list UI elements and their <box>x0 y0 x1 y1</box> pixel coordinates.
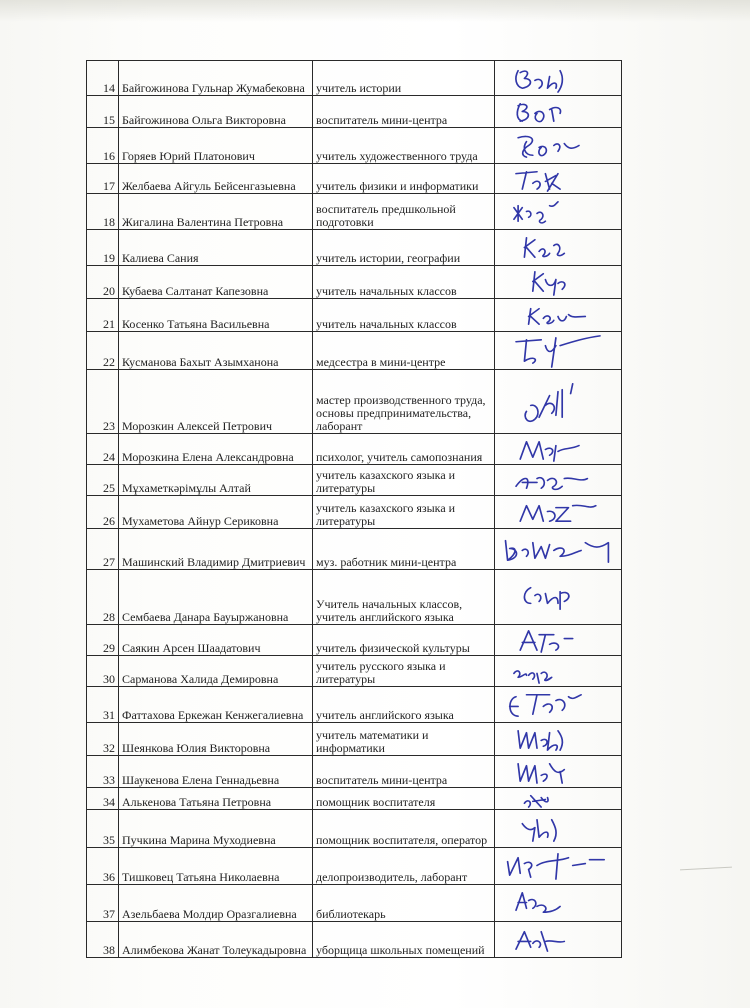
staff-name: Сембаева Данара Бауыржановна <box>119 570 313 625</box>
table-row <box>87 810 622 848</box>
staff-name: Байгожинова Гульнар Жумабековна <box>119 61 313 96</box>
signature-cell <box>495 810 622 848</box>
row-number: 34 <box>87 788 119 810</box>
table-row <box>87 370 622 434</box>
table-row <box>87 625 622 656</box>
row-number: 25 <box>87 465 119 496</box>
staff-position: учитель казахского языка и литературы <box>313 465 495 496</box>
row-number: 30 <box>87 656 119 687</box>
handwritten-signature <box>495 332 621 369</box>
scan-shadow <box>0 0 750 22</box>
staff-position: Учитель начальных классов, учитель английского языка <box>313 570 495 625</box>
handwritten-signature <box>495 434 621 464</box>
table-row <box>87 922 622 958</box>
staff-name: Байгожинова Ольга Викторовна <box>119 96 313 128</box>
staff-position: учитель физики и информатики <box>313 164 495 194</box>
handwritten-signature <box>495 810 621 847</box>
row-number: 21 <box>87 299 119 332</box>
staff-name: Морозкин Алексей Петрович <box>119 370 313 434</box>
row-number: 27 <box>87 529 119 570</box>
handwritten-signature <box>495 723 621 755</box>
handwritten-signature <box>495 61 621 95</box>
staff-position: учитель физической культуры <box>313 625 495 656</box>
handwritten-signature <box>495 194 621 229</box>
staff-name: Саякин Арсен Шаадатович <box>119 625 313 656</box>
staff-position: мастер производственного труда, основы предпринимательства, лаборант <box>313 370 495 434</box>
staff-name: Мухаметова Айнур Сериковна <box>119 496 313 529</box>
table-row <box>87 723 622 756</box>
handwritten-signature <box>495 529 621 569</box>
handwritten-signature <box>495 266 621 298</box>
staff-name: Шеянкова Юлия Викторовна <box>119 723 313 756</box>
table-body <box>87 61 622 958</box>
staff-position: помощник воспитателя <box>313 788 495 810</box>
signature-cell <box>495 194 622 230</box>
staff-position: учитель казахского языка и литературы <box>313 496 495 529</box>
signature-cell <box>495 625 622 656</box>
handwritten-signature <box>495 299 621 331</box>
pen-stroke-margin <box>680 867 732 871</box>
staff-name: Пучкина Марина Муходиевна <box>119 810 313 848</box>
handwritten-signature <box>495 96 621 127</box>
signature-cell <box>495 529 622 570</box>
signature-cell <box>495 848 622 885</box>
table-row <box>87 529 622 570</box>
row-number: 18 <box>87 194 119 230</box>
row-number: 20 <box>87 266 119 299</box>
handwritten-signature <box>495 885 621 921</box>
staff-position: библиотекарь <box>313 885 495 922</box>
staff-name: Алькенова Татьяна Петровна <box>119 788 313 810</box>
staff-position: учитель истории <box>313 61 495 96</box>
table-row <box>87 128 622 164</box>
table-row <box>87 885 622 922</box>
staff-position: учитель начальных классов <box>313 266 495 299</box>
handwritten-signature <box>495 496 621 528</box>
staff-position: учитель начальных классов <box>313 299 495 332</box>
table-row <box>87 496 622 529</box>
table-row <box>87 299 622 332</box>
row-number: 26 <box>87 496 119 529</box>
staff-position: уборщица школьных помещений <box>313 922 495 958</box>
signature-cell <box>495 164 622 194</box>
handwritten-signature <box>495 656 621 686</box>
handwritten-signature <box>495 687 621 722</box>
handwritten-signature <box>495 465 621 495</box>
staff-position: делопроизводитель, лаборант <box>313 848 495 885</box>
staff-name: Морозкина Елена Александровна <box>119 434 313 465</box>
table-row <box>87 656 622 687</box>
signature-cell <box>495 332 622 370</box>
signature-cell <box>495 687 622 723</box>
staff-position: учитель истории, географии <box>313 230 495 266</box>
staff-name: Жигалина Валентина Петровна <box>119 194 313 230</box>
row-number: 33 <box>87 756 119 788</box>
row-number: 37 <box>87 885 119 922</box>
staff-position: учитель художественного труда <box>313 128 495 164</box>
handwritten-signature <box>495 230 621 265</box>
staff-position: воспитатель предшкольной подготовки <box>313 194 495 230</box>
signature-cell <box>495 96 622 128</box>
handwritten-signature <box>495 164 621 193</box>
staff-position: воспитатель мини-центра <box>313 96 495 128</box>
row-number: 23 <box>87 370 119 434</box>
staff-name: Сарманова Халида Демировна <box>119 656 313 687</box>
signature-cell <box>495 61 622 96</box>
signature-cell <box>495 570 622 625</box>
signature-cell <box>495 922 622 958</box>
staff-name: Азельбаева Молдир Оразгалиевна <box>119 885 313 922</box>
staff-name: Кусманова Бахыт Азымханона <box>119 332 313 370</box>
row-number: 38 <box>87 922 119 958</box>
staff-name: Калиева Сания <box>119 230 313 266</box>
staff-name: Горяев Юрий Платонович <box>119 128 313 164</box>
signature-cell <box>495 434 622 465</box>
signature-cell <box>495 756 622 788</box>
row-number: 15 <box>87 96 119 128</box>
staff-position: учитель английского языка <box>313 687 495 723</box>
staff-position: муз. работник мини-центра <box>313 529 495 570</box>
table-row <box>87 465 622 496</box>
row-number: 28 <box>87 570 119 625</box>
staff-position: психолог, учитель самопознания <box>313 434 495 465</box>
table-row <box>87 194 622 230</box>
signature-cell <box>495 723 622 756</box>
signature-cell <box>495 128 622 164</box>
table-row <box>87 332 622 370</box>
signature-cell <box>495 370 622 434</box>
row-number: 29 <box>87 625 119 656</box>
signature-cell <box>495 230 622 266</box>
staff-name: Алимбекова Жанат Толеукадыровна <box>119 922 313 958</box>
row-number: 24 <box>87 434 119 465</box>
staff-name: Тишковец Татьяна Николаевна <box>119 848 313 885</box>
staff-position: учитель русского языка и литературы <box>313 656 495 687</box>
signature-cell <box>495 465 622 496</box>
signature-cell <box>495 299 622 332</box>
handwritten-signature <box>495 756 621 787</box>
table-row <box>87 96 622 128</box>
table-row <box>87 848 622 885</box>
staff-signature-table <box>86 60 622 958</box>
staff-name: Желбаева Айгуль Бейсенгазыевна <box>119 164 313 194</box>
table-row <box>87 788 622 810</box>
table-row <box>87 570 622 625</box>
table-row <box>87 266 622 299</box>
row-number: 32 <box>87 723 119 756</box>
row-number: 35 <box>87 810 119 848</box>
staff-name: Кубаева Салтанат Капезовна <box>119 266 313 299</box>
staff-position: помощник воспитателя, оператор <box>313 810 495 848</box>
staff-name: Мұхаметкәрімұлы Алтай <box>119 465 313 496</box>
handwritten-signature <box>495 848 621 884</box>
table-row <box>87 164 622 194</box>
row-number: 31 <box>87 687 119 723</box>
handwritten-signature <box>495 788 621 809</box>
table-row <box>87 434 622 465</box>
staff-name: Машинский Владимир Дмитриевич <box>119 529 313 570</box>
row-number: 17 <box>87 164 119 194</box>
staff-position: медсестра в мини-центре <box>313 332 495 370</box>
staff-name: Косенко Татьяна Васильевна <box>119 299 313 332</box>
signature-cell <box>495 266 622 299</box>
staff-position: воспитатель мини-центра <box>313 756 495 788</box>
handwritten-signature <box>495 370 621 433</box>
signature-cell <box>495 885 622 922</box>
table-row <box>87 687 622 723</box>
staff-name: Шаукенова Елена Геннадьевна <box>119 756 313 788</box>
staff-name: Фаттахова Еркежан Кенжегалиевна <box>119 687 313 723</box>
staff-position: учитель математики и информатики <box>313 723 495 756</box>
handwritten-signature <box>495 128 621 163</box>
table-row <box>87 61 622 96</box>
row-number: 22 <box>87 332 119 370</box>
table-row <box>87 230 622 266</box>
handwritten-signature <box>495 922 621 957</box>
table-row <box>87 756 622 788</box>
signature-cell <box>495 788 622 810</box>
row-number: 16 <box>87 128 119 164</box>
signature-cell <box>495 656 622 687</box>
signature-cell <box>495 496 622 529</box>
row-number: 19 <box>87 230 119 266</box>
handwritten-signature <box>495 625 621 655</box>
handwritten-signature <box>495 570 621 624</box>
row-number: 36 <box>87 848 119 885</box>
row-number: 14 <box>87 61 119 96</box>
